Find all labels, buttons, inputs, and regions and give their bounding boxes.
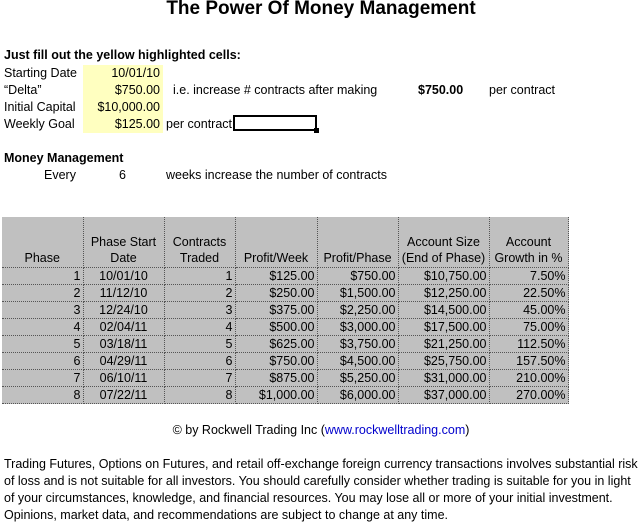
table-row [2, 267, 568, 284]
table-row [2, 318, 568, 335]
profit-week-cell[interactable]: $875.00 [235, 369, 317, 386]
phase-cell[interactable]: 7 [2, 369, 83, 386]
weeks-text: weeks increase the number of contracts [166, 168, 387, 182]
profit-week-cell[interactable]: $625.00 [235, 335, 317, 352]
phase-start-date-cell[interactable]: 06/10/11 [83, 369, 164, 386]
contracts-cell[interactable]: 6 [164, 352, 235, 369]
initial-capital-cell[interactable]: $10,000.00 [83, 99, 163, 116]
weekly-goal-suffix: per contract [166, 117, 233, 131]
phase-cell[interactable]: 5 [2, 335, 83, 352]
phase-cell[interactable]: 3 [2, 301, 83, 318]
profit-phase-cell[interactable]: $2,250.00 [317, 301, 398, 318]
profit-week-cell[interactable]: $125.00 [235, 267, 317, 284]
table-row [2, 284, 568, 301]
profit-phase-cell[interactable]: $1,500.00 [317, 284, 398, 301]
active-cell-selection[interactable] [233, 115, 317, 131]
delta-cell[interactable]: $750.00 [83, 82, 163, 99]
delta-note-value: $750.00 [418, 83, 464, 97]
account-growth-cell[interactable]: 22.50% [489, 284, 568, 301]
instructions-label: Just fill out the yellow highlighted cells: [4, 48, 241, 62]
every-label: Every [44, 168, 76, 182]
phase-start-date-cell[interactable]: 11/12/10 [83, 284, 164, 301]
profit-week-cell[interactable]: $375.00 [235, 301, 317, 318]
account-growth-cell[interactable]: 157.50% [489, 352, 568, 369]
phase-start-date-cell[interactable]: 02/04/11 [83, 318, 164, 335]
contracts-cell[interactable]: 4 [164, 318, 235, 335]
phase-table [2, 217, 569, 404]
account-growth-cell[interactable]: 75.00% [489, 318, 568, 335]
phase-cell[interactable]: 6 [2, 352, 83, 369]
rockwell-link[interactable]: www.rockwelltrading.com [324, 423, 466, 437]
account-growth-cell[interactable]: 112.50% [489, 335, 568, 352]
starting-date-cell[interactable]: 10/01/10 [83, 65, 163, 82]
account-size-cell[interactable]: $31,000.00 [398, 369, 489, 386]
contracts-cell[interactable]: 1 [164, 267, 235, 284]
account-size-cell[interactable]: $25,750.00 [398, 352, 489, 369]
profit-week-cell[interactable]: $1,000.00 [235, 386, 317, 403]
profit-week-cell[interactable]: $500.00 [235, 318, 317, 335]
copyright-suffix: ) [465, 423, 470, 437]
profit-phase-cell[interactable]: $3,000.00 [317, 318, 398, 335]
account-growth-cell[interactable]: 270.00% [489, 386, 568, 403]
copyright-line [0, 423, 642, 438]
phase-cell[interactable]: 1 [2, 267, 83, 284]
table-row [2, 352, 568, 369]
page-title: The Power Of Money Management [166, 0, 476, 19]
disclaimer-text: Trading Futures, Options on Futures, and retail off-exchange foreign currency transactions involves substantial risk of loss and is not suitable for all investors. You should carefully consider whether trading is suitable for you in light of your circumstances, knowledge, and financial resources. You may lose all or more of your initial investment. Opinions, market data, and recommendations are subject to change at any time. [4, 457, 638, 522]
table-header-row [2, 217, 568, 267]
account-growth-cell[interactable]: 45.00% [489, 301, 568, 318]
account-size-cell[interactable]: $37,000.00 [398, 386, 489, 403]
profit-phase-cell[interactable]: $5,250.00 [317, 369, 398, 386]
header-contracts-traded: Contracts Traded [164, 217, 235, 267]
table-row [2, 386, 568, 403]
profit-phase-cell[interactable]: $6,000.00 [317, 386, 398, 403]
profit-week-cell[interactable]: $750.00 [235, 352, 317, 369]
account-size-cell[interactable]: $21,250.00 [398, 335, 489, 352]
header-profit-phase: Profit/Phase [317, 217, 398, 267]
copyright-prefix: © by Rockwell Trading Inc ( [172, 423, 325, 437]
table-row [2, 301, 568, 318]
table-row [2, 369, 568, 386]
account-size-cell[interactable]: $14,500.00 [398, 301, 489, 318]
contracts-cell[interactable]: 5 [164, 335, 235, 352]
delta-label: “Delta” [4, 83, 42, 97]
initial-capital-label: Initial Capital [4, 100, 76, 114]
phase-start-date-cell[interactable]: 03/18/11 [83, 335, 164, 352]
phase-start-date-cell[interactable]: 04/29/11 [83, 352, 164, 369]
table-row [2, 335, 568, 352]
account-size-cell[interactable]: $10,750.00 [398, 267, 489, 284]
starting-date-label: Starting Date [4, 66, 77, 80]
account-size-cell[interactable]: $12,250.00 [398, 284, 489, 301]
phase-start-date-cell[interactable]: 12/24/10 [83, 301, 164, 318]
money-management-heading: Money Management [4, 151, 124, 165]
delta-note: i.e. increase # contracts after making [173, 83, 378, 97]
header-phase: Phase [2, 217, 83, 267]
contracts-cell[interactable]: 3 [164, 301, 235, 318]
account-growth-cell[interactable]: 7.50% [489, 267, 568, 284]
header-profit-week: Profit/Week [235, 217, 317, 267]
weekly-goal-label: Weekly Goal [4, 117, 75, 131]
header-account-growth: Account Growth in % [489, 217, 568, 267]
profit-phase-cell[interactable]: $4,500.00 [317, 352, 398, 369]
account-growth-cell[interactable]: 210.00% [489, 369, 568, 386]
phase-cell[interactable]: 2 [2, 284, 83, 301]
header-phase-start-date: Phase Start Date [83, 217, 164, 267]
delta-note-suffix: per contract [489, 83, 556, 97]
profit-phase-cell[interactable]: $750.00 [317, 267, 398, 284]
phase-cell[interactable]: 8 [2, 386, 83, 403]
weekly-goal-cell[interactable]: $125.00 [83, 116, 163, 133]
profit-phase-cell[interactable]: $3,750.00 [317, 335, 398, 352]
phase-start-date-cell[interactable]: 10/01/10 [83, 267, 164, 284]
contracts-cell[interactable]: 8 [164, 386, 235, 403]
every-value-cell[interactable]: 6 [119, 168, 126, 182]
phase-start-date-cell[interactable]: 07/22/11 [83, 386, 164, 403]
contracts-cell[interactable]: 2 [164, 284, 235, 301]
header-account-size: Account Size (End of Phase) [398, 217, 489, 267]
phase-cell[interactable]: 4 [2, 318, 83, 335]
account-size-cell[interactable]: $17,500.00 [398, 318, 489, 335]
profit-week-cell[interactable]: $250.00 [235, 284, 317, 301]
contracts-cell[interactable]: 7 [164, 369, 235, 386]
